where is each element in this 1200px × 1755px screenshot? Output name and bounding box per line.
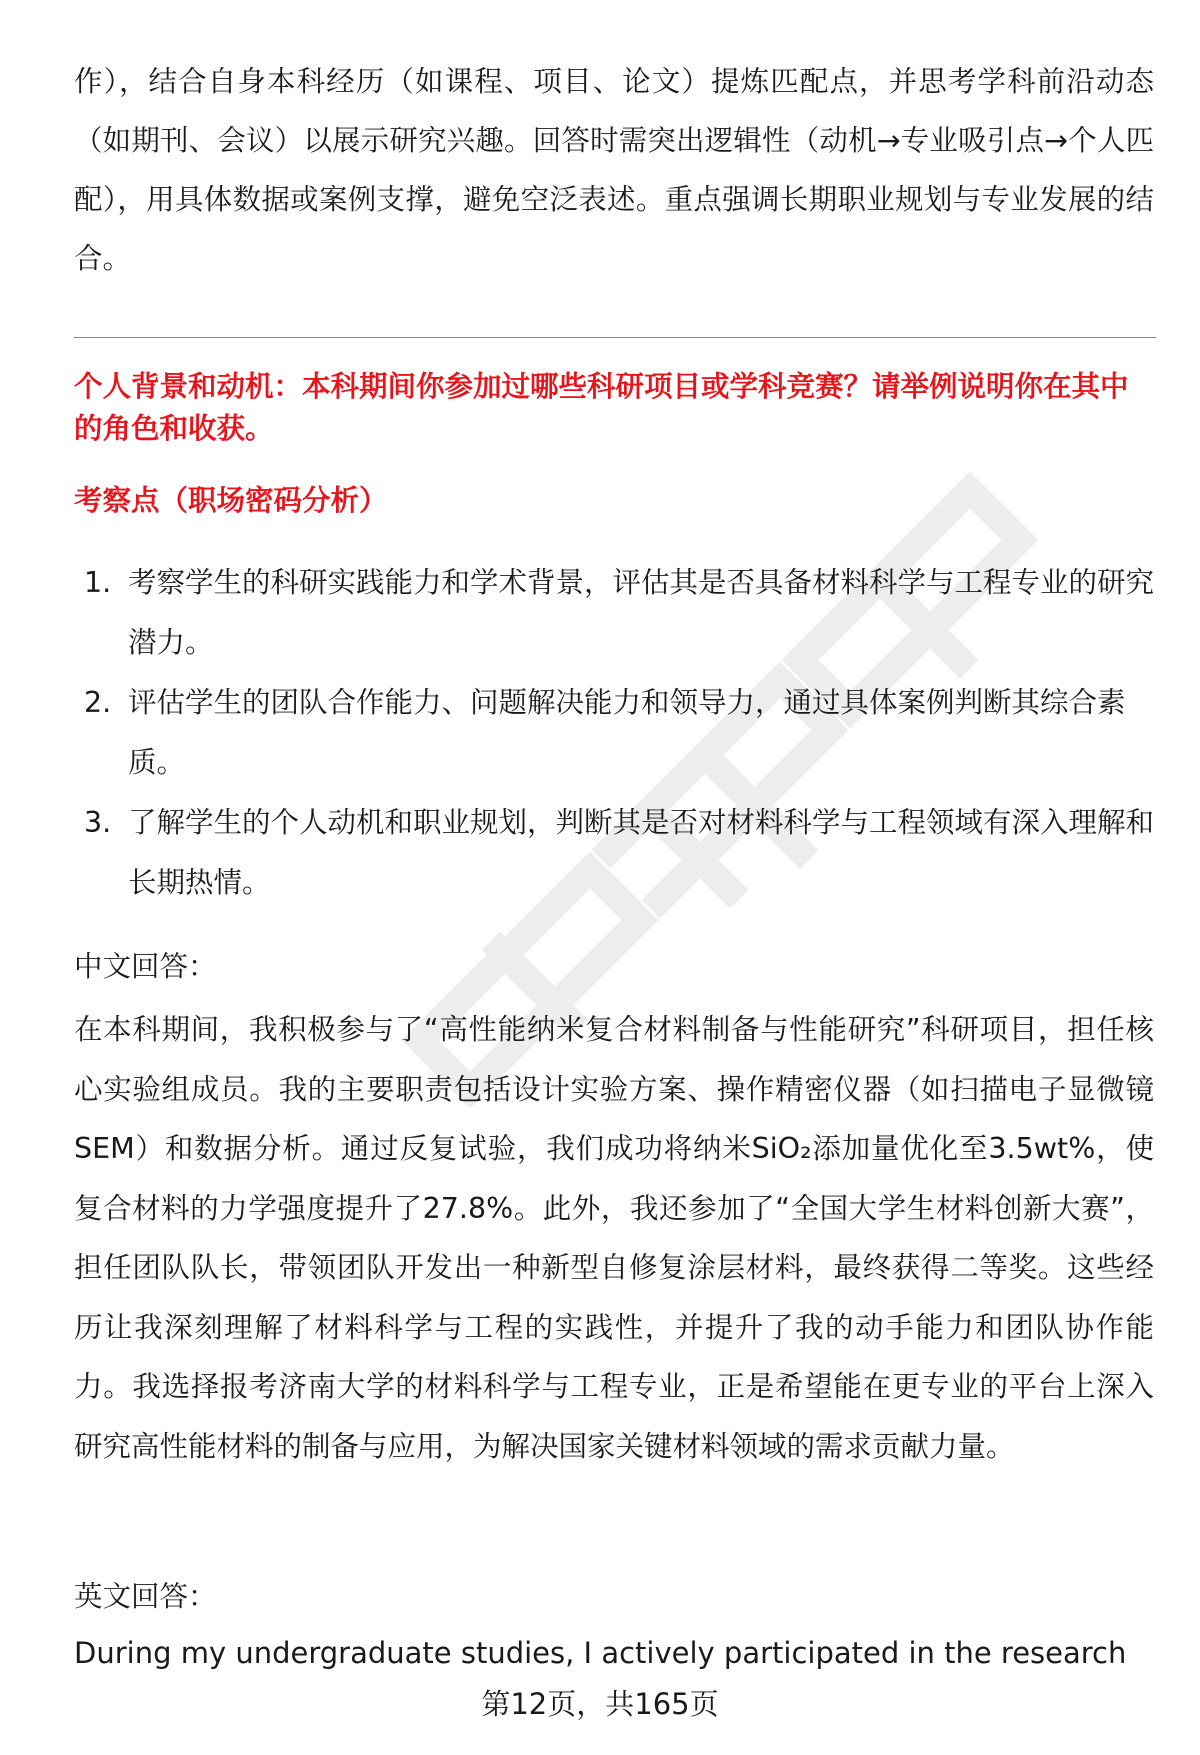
section-divider (74, 337, 1156, 338)
question-heading: 个人背景和动机：本科期间你参加过哪些科研项目或学科竞赛？请举例说明你在其中的角色和收获。 (74, 370, 1129, 445)
english-answer-label: 英文回答： (74, 1580, 217, 1613)
list-number: 2. (84, 686, 112, 719)
list-item (74, 793, 1154, 913)
chinese-answer-label: 中文回答： (74, 950, 217, 983)
list-item-text: 了解学生的个人动机和职业规划，判断其是否对材料科学与工程领域有深入理解和长期热情。 (128, 806, 1155, 899)
assessment-list (74, 553, 1154, 913)
english-answer-text: During my undergraduate studies, I actively participated in the research (74, 1636, 1127, 1670)
assessment-heading: 考察点（职场密码分析） (74, 484, 388, 517)
list-number: 1. (84, 566, 112, 599)
page-indicator: 第12页，共165页 (481, 1687, 719, 1721)
list-item (74, 673, 1154, 793)
chinese-answer-text: 在本科期间，我积极参与了“高性能纳米复合材料制备与性能研究”科研项目，担任核心实验组成员。我的主要职责包括设计实验方案、操作精密仪器（如扫描电子显微镜SEM）和数据分析。通过反复试验，我们成功将纳米SiO₂添加量优化至3.5wt%，使复合材料的力学强度提升了27.8%。此外，我还参加了“全国大学生材料创新大赛”，担任团队队长，带领团队开发出一种新型自修复涂层材料，最终获得二等奖。这些经历让我深刻理解了材料科学与工程的实践性，并提升了我的动手能力和团队协作能力。我选择报考济南大学的材料科学与工程专业，正是希望能在更专业的平台上深入研究高性能材料的制备与应用，为解决国家关键材料领域的需求贡献力量。 (74, 1013, 1154, 1463)
list-number: 3. (84, 806, 112, 839)
list-item-text: 考察学生的科研实践能力和学术背景，评估其是否具备材料科学与工程专业的研究潜力。 (128, 566, 1155, 659)
list-item-text: 评估学生的团队合作能力、问题解决能力和领导力，通过具体案例判断其综合素质。 (128, 686, 1126, 779)
intro-paragraph: 作），结合自身本科经历（如课程、项目、论文）提炼匹配点，并思考学科前沿动态（如期刊、会议）以展示研究兴趣。回答时需突出逻辑性（动机→专业吸引点→个人匹配），用具体数据或案例支撑，避免空泛表述。重点强调长期职业规划与专业发展的结合。 (74, 65, 1154, 275)
list-item (74, 553, 1154, 673)
